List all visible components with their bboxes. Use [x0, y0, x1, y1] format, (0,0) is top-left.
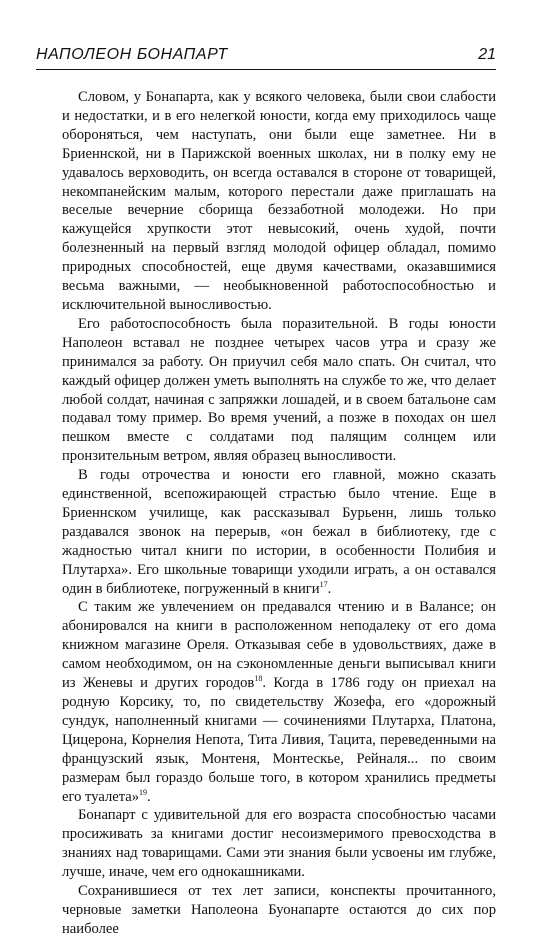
footnote-ref: 18: [254, 674, 263, 684]
paragraph-6: [62, 882, 496, 939]
paragraph-text: В годы отрочества и юности его главной, можно сказать единственной, всепожирающей страстью было чтение. Еще в Бриеннском училище, как рассказывал Бурьенн, лишь только раздавался звонок на перерыв, «он бежал в библиотеку, где с жадностью читал книги по истории, в особенности Полибия и Плутарха». Его школьные товарищи уходили играть, а он оставался один в библиотеке, погруженный в книги: [62, 467, 496, 597]
paragraph-1: [62, 88, 496, 315]
paragraph-5: [62, 806, 496, 882]
paragraph-text-tail: .: [147, 788, 151, 805]
paragraph-text-tail: .: [327, 580, 332, 597]
paragraph-text: Словом, у Бонапарта, как у всякого человека, были свои слабости и недостатки, и в его нелегкой юности, когда ему приходилось чаще обороняться, чем наступать, они были еще заметнее. Ни в Бриеннской, ни в Парижской военных школах, ни в полку ему не удавалось верховодить, он всегда оставался в стороне от товарищей, некомпанейским малым, которого перестали даже приглашать на веселые вечерние сборища беззаботной молодежи. Но при кажущейся хрупкости этот невысокий, очень худой, почти болезненный на первый взгляд молодой офицер обладал, помимо природных способностей, еще двумя качествами, оказавшимися весьма важными, — необыкновенной работоспособностью и исключительной выносливостью.: [62, 89, 496, 313]
page-header: [36, 46, 496, 70]
paragraph-text: Его работоспособность была поразительной. В годы юности Наполеон вставал не позднее четырех часов утра и сразу же принимался за работу. Он приучил себя мало спать. Он считал, что каждый офицер должен уметь выполнять на службе то же, что делает любой солдат, начиная с запряжки лошадей, и в своем батальоне сам подавал тому пример. Во время учений, а позже в походах он шел пешком вместе с солдатами под палящим солнцем или пронзительным ветром, являя образец выносливости.: [62, 315, 496, 465]
paragraph-3: [62, 466, 496, 598]
running-head: НАПОЛЕОН БОНАПАРТ: [36, 46, 228, 63]
paragraph-2: [62, 315, 496, 466]
paragraph-text-tail: . Когда в 1786 году он приехал на родную Корсику, то, по свидетельству Жозефа, его «дорожный сундук, наполненный книгами — сочинениями Плутарха, Платона, Цицерона, Корнелия Непота, Тита Ливия, Тацита, переведенными на французский язык, Монтеня, Монтескье, Рейналя... по своим размерам был гораздо больше того, в котором хранились предметы его туалета»: [62, 675, 496, 805]
page-number: 21: [478, 46, 496, 63]
paragraph-text: С таким же увлечением он предавался чтению и в Валансе; он абонировался на книги в расположенном неподалеку от его дома книжном магазине Ореля. Отказывая себе в удовольствиях, даже в самом необходимом, он на сэкономленные деньги выписывал книги из Женевы и других городов: [62, 599, 496, 692]
paragraph-text: Сохранившиеся от тех лет записи, конспекты прочитанного, черновые заметки Наполеона Буонапарте остаются до сих пор наиболее: [62, 883, 496, 937]
paragraph-text: Бонапарт с удивительной для его возраста способностью часами просиживать за книгами достиг несоизмеримого превосходства в знаниях над товарищами. Сами эти знания были усвоены им глубже, лучше, иначе, чем его однокашниками.: [62, 807, 496, 881]
footnote-ref: 17: [319, 579, 328, 589]
paragraph-4: [62, 598, 496, 806]
body-text: [62, 88, 496, 939]
footnote-ref: 19: [139, 787, 148, 797]
